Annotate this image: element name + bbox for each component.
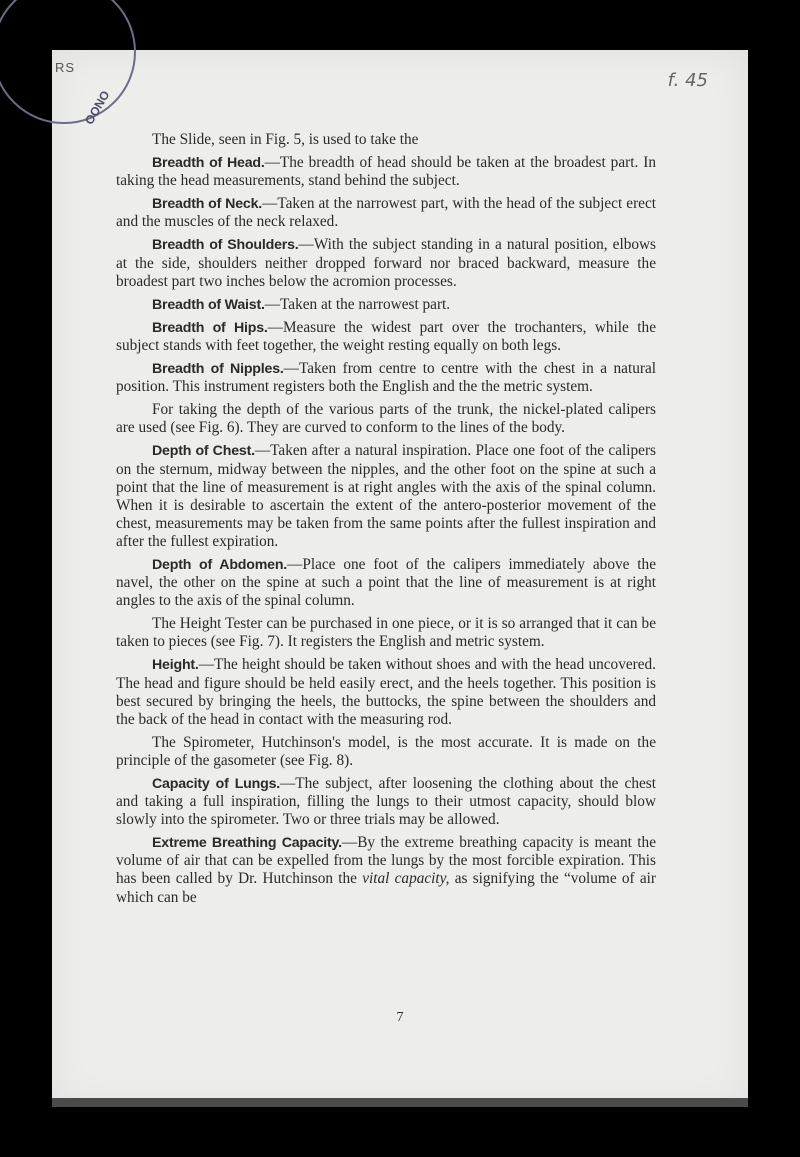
italic-term: vital capacity,	[362, 870, 450, 888]
paragraph: Breadth of Waist.—Taken at the narrowest part.	[116, 296, 656, 314]
section-heading: Breadth of Waist.	[152, 296, 265, 313]
stamp-fragment-circle: OONO	[82, 88, 113, 127]
section-heading: Breadth of Shoulders.	[152, 237, 299, 254]
page-number: 7	[396, 1010, 404, 1025]
section-heading: Breadth of Nipples.	[152, 361, 284, 378]
paragraph: Extreme Breathing Capacity.—By the extreme breathing capacity is meant the volume of air that can be expelled from the lungs by the most forcible expiration. This has been called by Dr. Hutchinson the vital capacity, as signifying the “volume of air which can be	[116, 834, 656, 906]
paragraph: Depth of Chest.—Taken after a natural inspiration. Place one foot of the calipers on the sternum, midway between the nipples, and the other foot on the spine at such a point that the line of measurement is at right angles with the axis of the spinal column. When it is desirable to ascertain the extent of the antero-posterior movement of the chest, measurements may be taken from the same points after the fullest inspiration and after the fullest expiration.	[116, 442, 656, 550]
section-heading: Breadth of Neck.	[152, 196, 263, 213]
paragraph: The Height Tester can be purchased in one piece, or it is so arranged that it can be taken to pieces (see Fig. 7). It registers the English and metric system.	[116, 615, 656, 651]
paragraph: Height.—The height should be taken without shoes and with the head uncovered. The head and figure should be held easily erect, and the heels together. This position is best secured by bringing the heels, the buttocks, the spine between the shoulders and the back of the head in contact with the measuring rod.	[116, 656, 656, 728]
paragraph: Breadth of Hips.—Measure the widest part over the trochanters, while the subject stands with feet together, the weight resting equally on both legs.	[116, 318, 656, 354]
paragraph: The Spirometer, Hutchinson's model, is the most accurate. It is made on the principle of the gasometer (see Fig. 8).	[116, 733, 656, 769]
section-heading: Extreme Breathing Capacity.	[152, 835, 342, 852]
handwritten-folio-note: f. 45	[667, 70, 708, 91]
section-heading: Height.	[152, 657, 199, 674]
paragraph: Breadth of Nipples.—Taken from centre to centre with the chest in a natural position. This instrument registers both the English and the the metric system.	[116, 360, 656, 396]
paragraph: Breadth of Head.—The breadth of head should be taken at the broadest part. In taking the head measurements, stand behind the subject.	[116, 154, 656, 190]
section-heading: Capacity of Lungs.	[152, 776, 280, 792]
paragraph: Capacity of Lungs.—The subject, after loosening the clothing about the chest and taking a full inspiration, filling the lungs to their utmost capacity, should blow slowly into the spirometer. Two or three trials may be allowed.	[116, 775, 656, 829]
section-heading: Depth of Abdomen.	[152, 556, 288, 573]
section-heading: Breadth of Hips.	[152, 319, 268, 336]
paragraph: Breadth of Neck.—Taken at the narrowest part, with the head of the subject erect and the muscles of the neck relaxed.	[116, 195, 656, 231]
paragraph: Depth of Abdomen.—Place one foot of the calipers immediately above the navel, the other on the spine at such a point that the line of measurement is at right angles to the axis of the spinal column.	[116, 555, 656, 610]
page-bottom-edge	[52, 1098, 748, 1107]
paragraph: The Slide, seen in Fig. 5, is used to take the	[152, 131, 419, 148]
body-text	[116, 131, 656, 912]
paragraph: For taking the depth of the various parts of the trunk, the nickel-plated calipers are used (see Fig. 6). They are curved to conform to the lines of the body.	[116, 401, 656, 437]
paragraph: Breadth of Shoulders.—With the subject standing in a natural position, elbows at the side, shoulders neither dropped forward nor braced backward, measure the broadest part two inches below the acromion processes.	[116, 236, 656, 290]
section-heading: Depth of Chest.	[152, 443, 255, 460]
section-heading: Breadth of Head.	[152, 155, 265, 172]
document-page	[52, 50, 748, 1107]
stamp-fragment-left: RS	[55, 60, 76, 75]
